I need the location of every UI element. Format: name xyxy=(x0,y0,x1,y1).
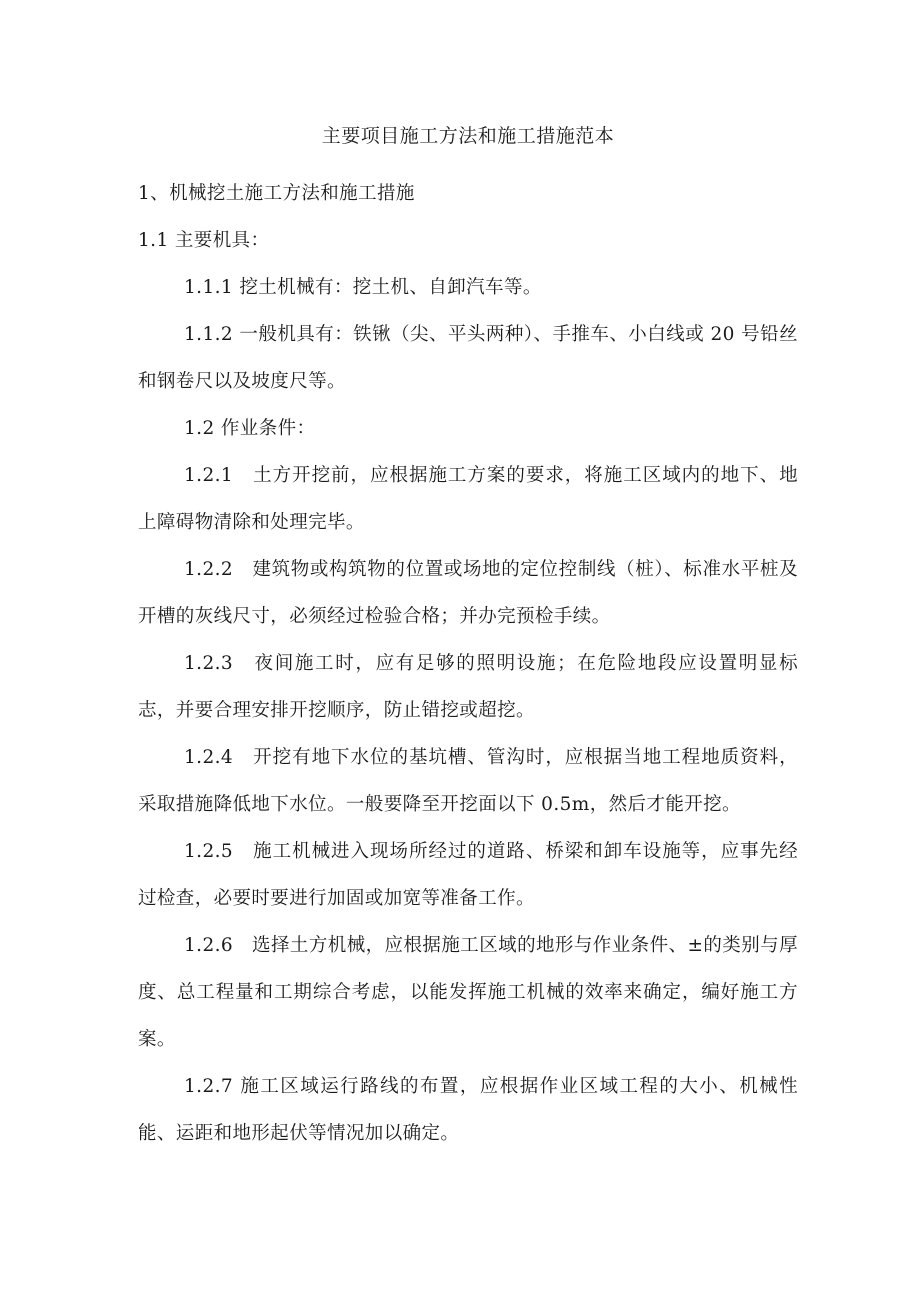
paragraph-1-2-2: 1.2.2 建筑物或构筑物的位置或场地的定位控制线（桩）、标准水平桩及开槽的灰线尺寸，必须经过检验合格；并办完预检手续。 xyxy=(138,559,798,627)
document-title: 主要项目施工方法和施工措施范本 xyxy=(321,125,615,147)
section-1-heading: 1、机械挖土施工方法和施工措施 xyxy=(138,183,415,204)
paragraph-1-2-5: 1.2.5 施工机械进入现场所经过的道路、桥梁和卸车设施等，应事先经过检查，必要时要进行加固或加宽等准备工作。 xyxy=(138,841,798,909)
paragraph-1-2-7: 1.2.7 施工区域运行路线的布置，应根据作业区域工程的大小、机械性能、运距和地形起伏等情况加以确定。 xyxy=(138,1076,798,1144)
section-1-2-heading: 1.2 作业条件： xyxy=(184,418,316,439)
paragraph-1-1-1: 1.1.1 挖土机械有：挖土机、自卸汽车等。 xyxy=(184,277,542,298)
paragraph-1-2-6: 1.2.6 选择土方机械，应根据施工区域的地形与作业条件、±的类别与厚度、总工程量和工期综合考虑，以能发挥施工机械的效率来确定，编好施工方案。 xyxy=(138,935,798,1050)
paragraph-1-2-4: 1.2.4 开挖有地下水位的基坑槽、管沟时，应根据当地工程地质资料，采取措施降低地下水位。一般要降至开挖面以下 0.5m，然后才能开挖。 xyxy=(138,747,798,815)
paragraph-1-1-2: 1.1.2 一般机具有：铁锹（尖、平头两种）、手推车、小白线或 20 号铅丝和钢卷尺以及坡度尺等。 xyxy=(138,324,798,392)
section-1-1-heading: 1.1 主要机具： xyxy=(138,230,270,251)
paragraph-1-2-3: 1.2.3 夜间施工时，应有足够的照明设施；在危险地段应设置明显标志，并要合理安排开挖顺序，防止错挖或超挖。 xyxy=(138,653,798,721)
paragraph-1-2-1: 1.2.1 土方开挖前，应根据施工方案的要求，将施工区域内的地下、地上障碍物清除和处理完毕。 xyxy=(138,465,798,533)
document-body xyxy=(138,122,798,1157)
